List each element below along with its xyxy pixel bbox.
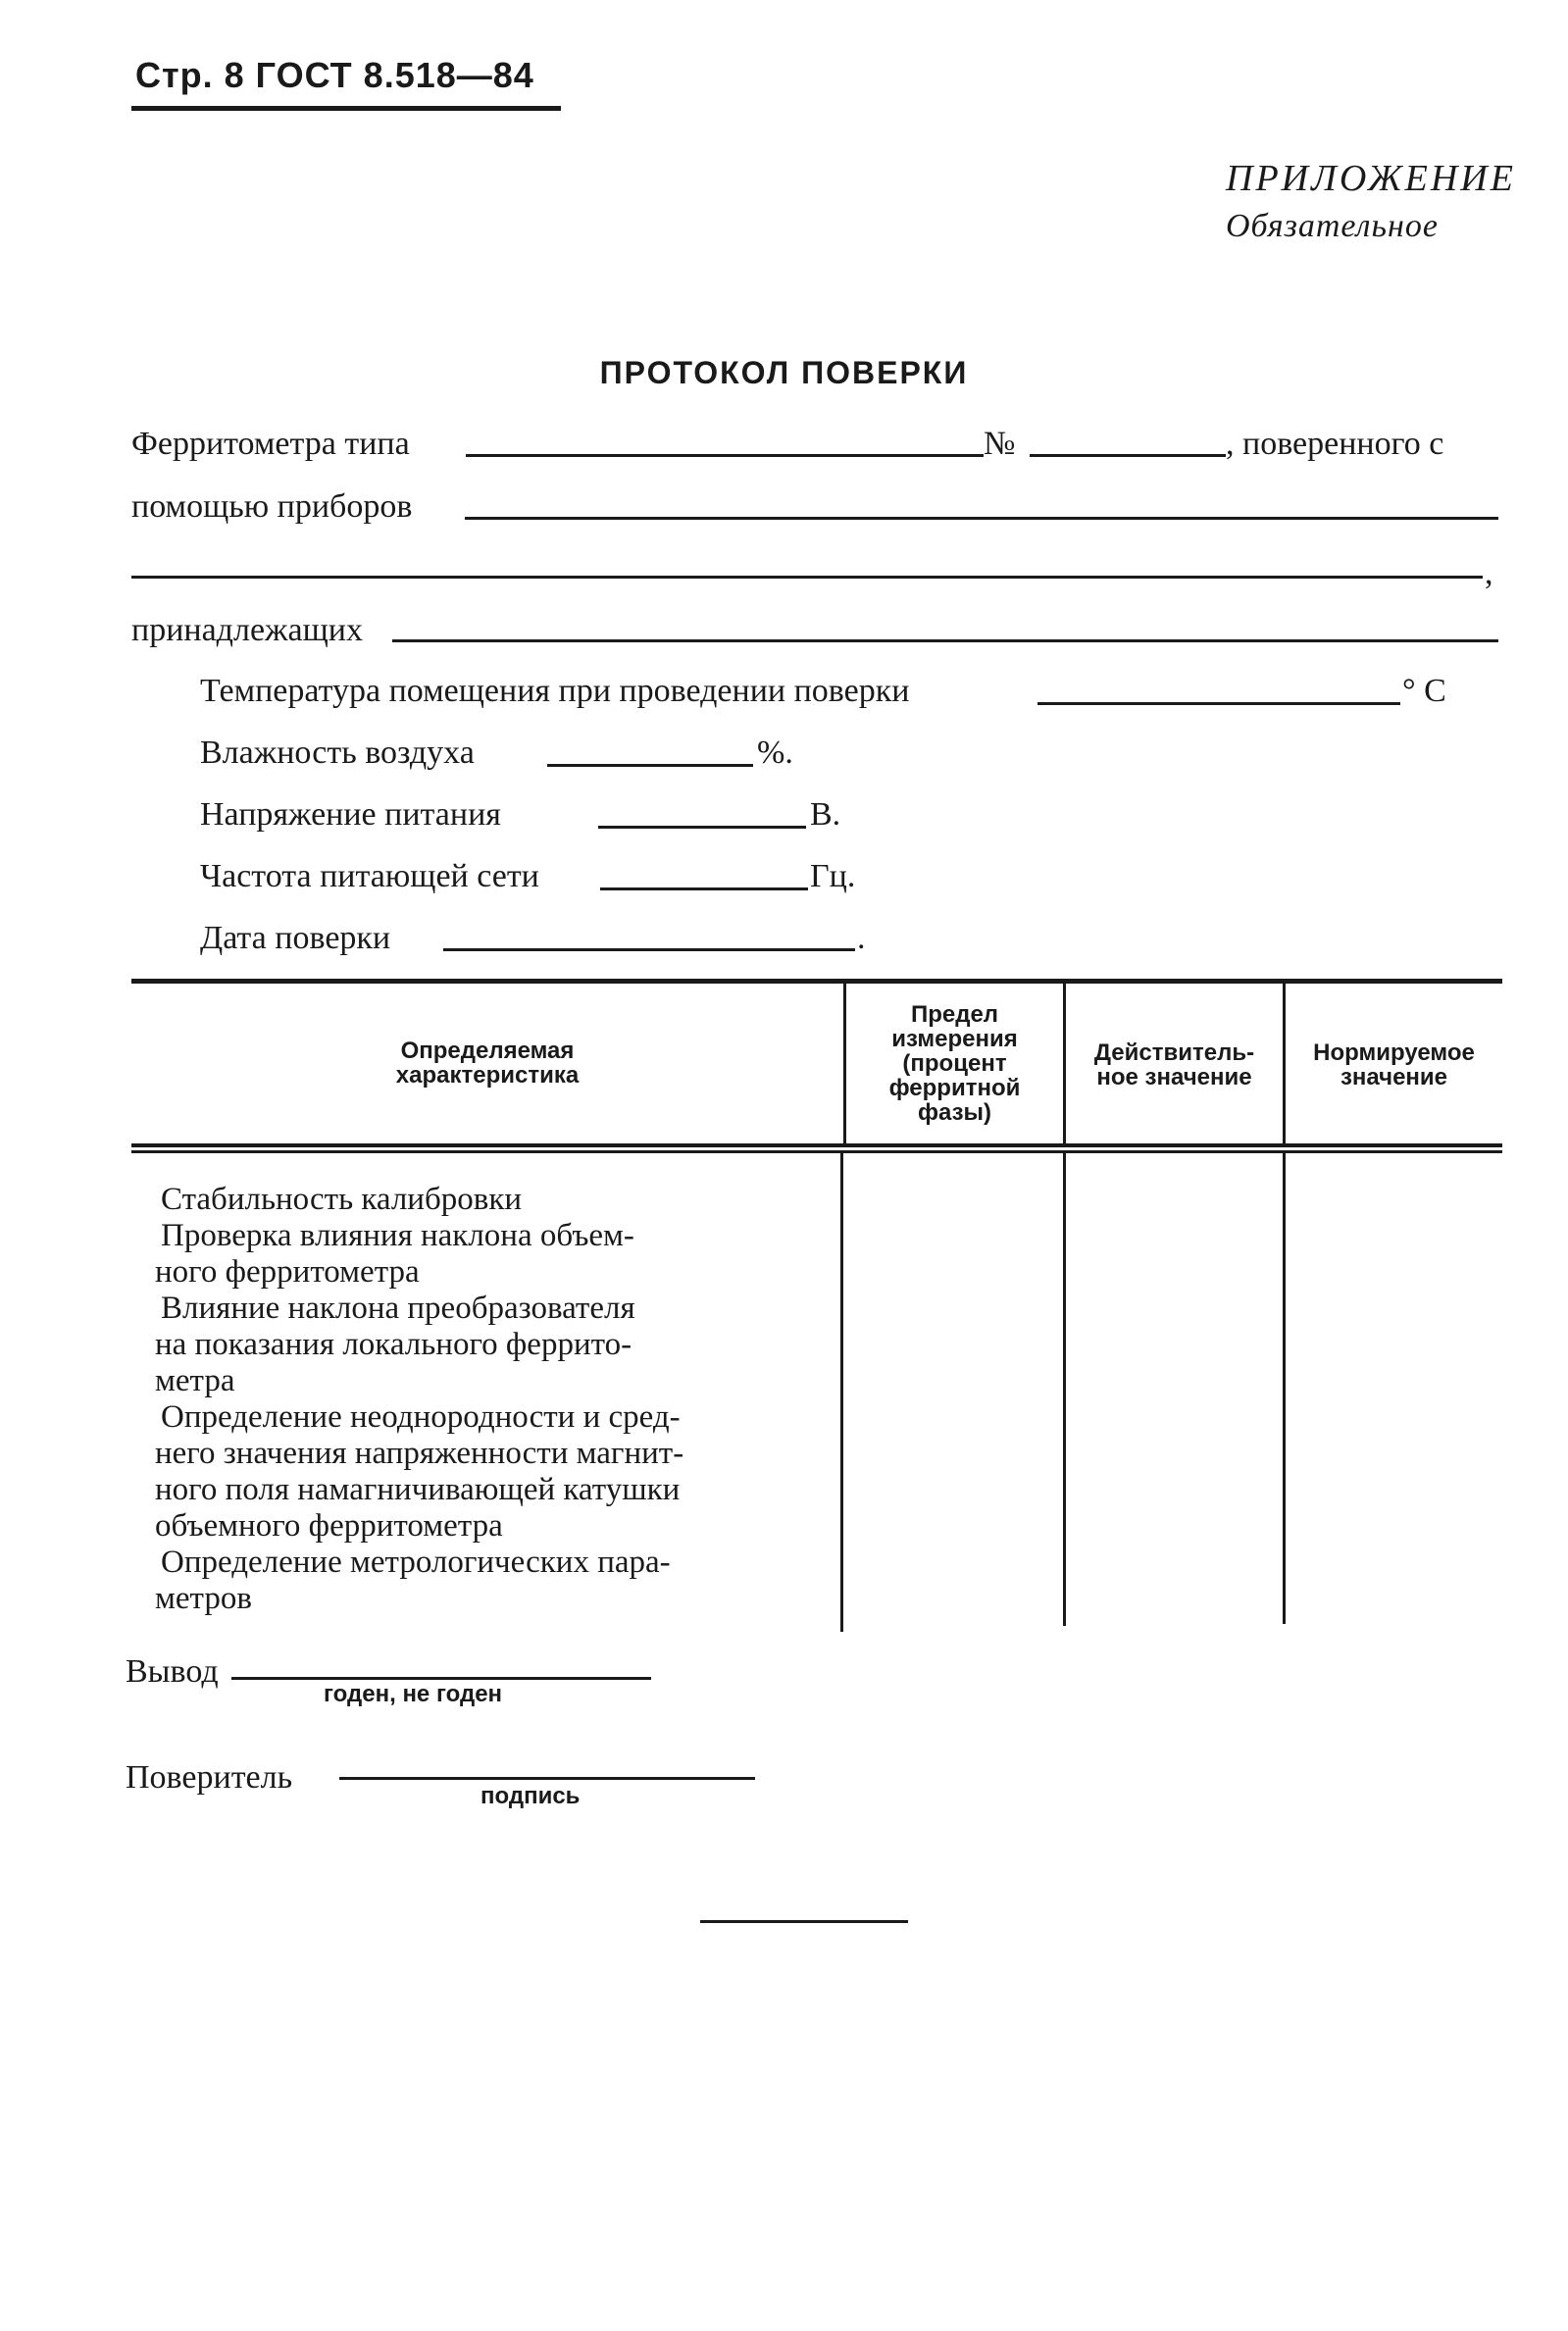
header-line: Предел	[910, 1001, 999, 1028]
header-line: значение	[1340, 1064, 1448, 1090]
table-top-rule	[131, 979, 1502, 984]
table-row: ного поля намагничивающей катушки	[155, 1472, 681, 1507]
header-line: характеристика	[395, 1062, 580, 1089]
header-line: измерения	[891, 1026, 1018, 1052]
table-row: Стабильность калибровки	[161, 1182, 523, 1217]
date-blank[interactable]	[443, 948, 855, 951]
instrument-type-blank[interactable]	[466, 454, 984, 457]
characteristics-cell	[155, 1182, 810, 1617]
header-line: ное значение	[1096, 1064, 1252, 1090]
col-divider	[1063, 1153, 1066, 1626]
signature-blank[interactable]	[339, 1777, 755, 1780]
frequency-label: Частота питающей сети	[200, 858, 539, 894]
appendix-title: ПРИЛОЖЕНИЕ	[1226, 158, 1516, 199]
column-header	[1286, 1040, 1502, 1089]
voltage-unit: В.	[810, 796, 841, 833]
instruments-blank-cont[interactable]	[131, 576, 1483, 579]
humidity-unit: %.	[757, 735, 793, 771]
table-row: Влияние наклона преобразователя	[161, 1291, 635, 1326]
temperature-unit: ° С	[1402, 673, 1446, 709]
protocol-title: ПРОТОКОЛ ПОВЕРКИ	[599, 355, 969, 390]
frequency-blank[interactable]	[600, 887, 808, 890]
conclusion-blank[interactable]	[231, 1677, 651, 1680]
temperature-label: Температура помещения при проведении поверки	[200, 673, 910, 709]
conclusion-caption: годен, не годен	[324, 1681, 503, 1707]
table-row: Проверка влияния наклона объем-	[161, 1218, 634, 1253]
voltage-blank[interactable]	[598, 826, 806, 829]
voltage-label: Напряжение питания	[200, 796, 501, 833]
page-header: Стр. 8 ГОСТ 8.518—84	[135, 55, 534, 95]
instrument-number-blank[interactable]	[1030, 454, 1226, 457]
table-row: него значения напряженности магнит-	[155, 1436, 684, 1471]
col-divider	[1283, 1153, 1286, 1624]
verified-with-label: , поверенного с	[1226, 426, 1444, 462]
instruments-comma: ,	[1485, 555, 1493, 591]
temperature-blank[interactable]	[1037, 702, 1400, 705]
date-label: Дата поверки	[200, 920, 391, 956]
instrument-type-label: Ферритометра типа	[131, 426, 410, 462]
header-line: (процент	[902, 1050, 1007, 1077]
table-row: Определение метрологических пара-	[161, 1545, 671, 1580]
frequency-unit: Гц.	[810, 858, 856, 894]
owner-blank[interactable]	[392, 639, 1498, 642]
verifier-label: Поверитель	[126, 1759, 293, 1796]
col-divider	[840, 1153, 843, 1632]
instruments-blank[interactable]	[465, 517, 1498, 520]
table-row: метров	[155, 1581, 252, 1616]
humidity-label: Влажность воздуха	[200, 735, 475, 771]
end-rule	[700, 1920, 908, 1923]
humidity-blank[interactable]	[547, 764, 753, 767]
column-header	[846, 1002, 1063, 1125]
table-row: ного ферритометра	[155, 1254, 420, 1290]
header-line: Действитель-	[1093, 1039, 1255, 1066]
conclusion-label: Вывод	[126, 1653, 219, 1690]
table-row: объемного ферритометра	[155, 1508, 503, 1544]
header-rule	[131, 106, 561, 111]
signature-caption: подпись	[481, 1783, 581, 1809]
table-header-rule	[131, 1143, 1502, 1147]
table-row: метра	[155, 1363, 235, 1398]
table-row: на показания локального феррито-	[155, 1327, 632, 1362]
owner-label: принадлежащих	[131, 612, 363, 648]
table-header-rule-2	[131, 1150, 1502, 1153]
appendix-subtitle: Обязательное	[1226, 208, 1439, 244]
header-line: фазы)	[917, 1099, 992, 1126]
header-line: Определяемая	[400, 1038, 575, 1064]
header-line: ферритной	[888, 1075, 1021, 1101]
column-header	[131, 1039, 843, 1088]
number-sign: №	[984, 426, 1016, 462]
instruments-label: помощью приборов	[131, 488, 413, 525]
column-header	[1066, 1040, 1283, 1089]
header-line: Нормируемое	[1313, 1039, 1475, 1066]
date-dot: .	[857, 920, 866, 956]
table-row: Определение неоднородности и сред-	[161, 1399, 681, 1435]
